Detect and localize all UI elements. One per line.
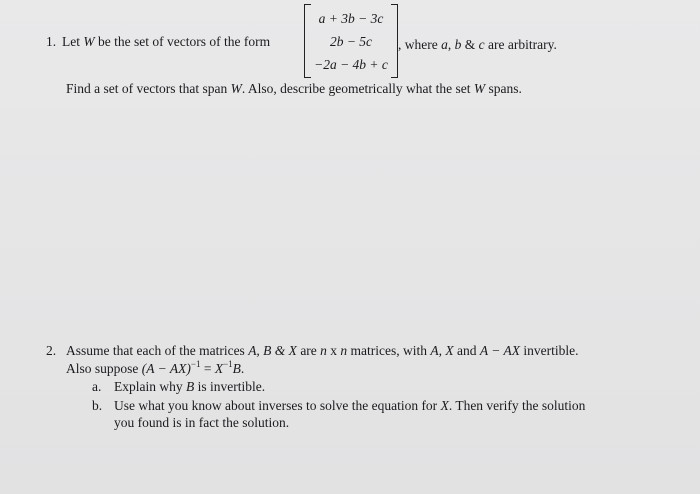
q1-line2-a: Find a set of vectors that span [66,81,231,96]
q2-line2 [66,360,244,379]
q2-l1-e: invertible. [520,343,579,358]
q2a-B: B [186,379,195,394]
q2-l1-ax: A, X [430,343,454,358]
q1-tail: , where a, b & c are arbitrary. [398,37,557,52]
q2-l1-mats: A, B & X [248,343,297,358]
q1-var-a: a [441,37,448,52]
q2-l2-eq: = [200,361,215,376]
q2-l2-B: B [232,361,241,376]
q1-var-c: c [478,37,485,52]
q2-l2-X: X [214,361,224,376]
vector-matrix [304,4,398,76]
q1-line2 [66,80,522,97]
q1-line2-b: . Also, describe geometrically what the set [241,81,474,96]
q1-after-b: are arbitrary. [484,37,557,52]
q2a-text [114,378,265,395]
q2-l2-sup2: −1 [223,359,233,369]
q1-lead [62,33,270,50]
q2-line1 [66,342,579,359]
q2-l2-end: . [240,361,245,376]
q2b-line2: you found is in fact the solution. [114,415,290,430]
q2-l1-c: matrices, with [347,343,431,358]
q1-number: 1. [46,34,57,49]
q2-l1-x: x [326,343,341,358]
q2b-X: X [440,398,449,413]
q2a-text-a: Explain why [114,379,186,394]
q2-l1-expr: A − AX [479,343,521,358]
q2-l2-a: Also suppose [66,361,142,376]
q1-after-a: , where [398,37,442,52]
q2-l2-sup1: −1 [190,359,201,369]
q2b-text-a: Use what you know about inverses to solve the equation for [114,398,441,413]
q1-var-b: b [454,37,462,52]
q1-line2-W: W [230,81,242,96]
q1-intro-b: be the set of vectors of the form [94,34,271,49]
q2-number: 2. [46,343,57,358]
q2-l1-b: are [296,343,321,358]
q2b-label: b. [92,398,103,413]
matrix-row-3: −2a − 4b + c [314,57,388,72]
q1-amp: & [461,37,479,52]
q2-l1-n2: n [340,343,348,358]
q1-line2-W2: W [473,81,486,96]
q2a-text-b: is invertible. [194,379,266,394]
matrix-row-2: 2b − 5c [329,34,373,49]
q2a-label: a. [92,379,102,394]
q1-intro-a: Let [62,34,84,49]
q2-l2-lhs: (A − AX) [141,361,191,376]
q2-l1-n: n [320,343,327,358]
q2b-text-b: . Then verify the solution [448,398,586,413]
q1-W: W [83,34,95,49]
q1-line2-c: spans. [485,81,522,96]
q2b-text [114,397,585,414]
matrix-row-1: a + 3b − 3c [318,11,384,26]
q2-l1-d: and [453,343,480,358]
q2-l1-a: Assume that each of the matrices [66,343,249,358]
